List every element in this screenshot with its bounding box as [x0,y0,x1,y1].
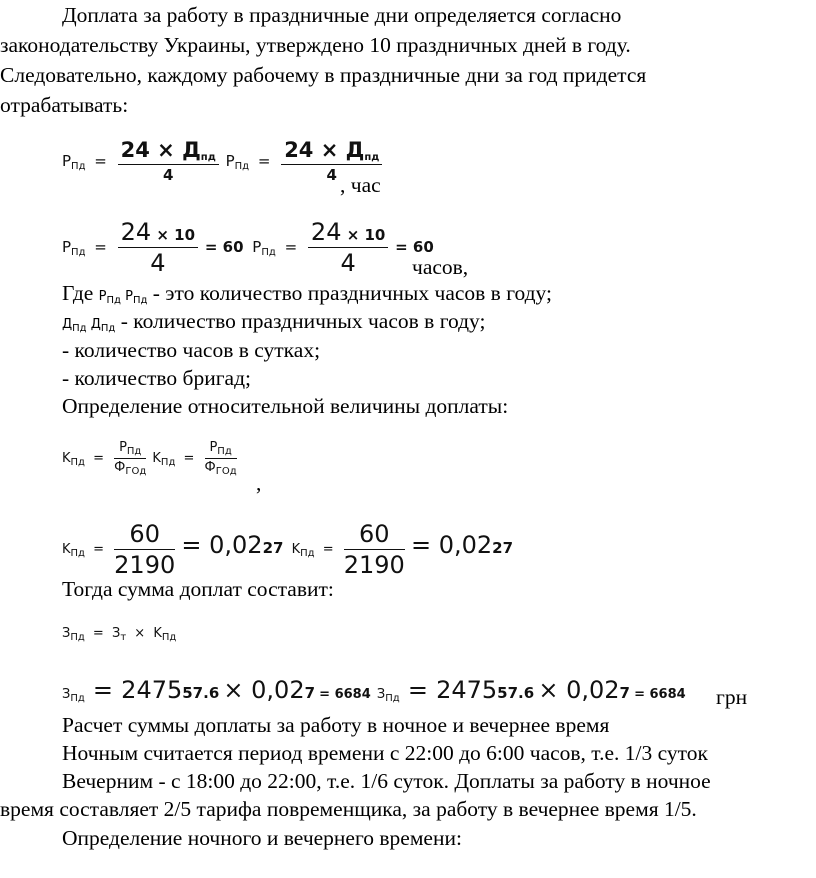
paragraph2-line1: Расчет суммы доплаты за работу в ночное и вечернее время [62,713,610,737]
formula-relative-value: $K_{Пд}$ = $\frac{60}{2190}$ = 0,0227 $K_{Пд}$ = $\frac{60}{2190}$ = 0,0227 [62,520,514,579]
definition-d: $Д_{Пд}$ $Д_{Пд}$ - количество праздничных часов в году; [62,309,486,334]
formula-relative-general: $K_{Пд}$ = $\frac{P_{Пд}}{Ф_{ГОд}}$ $K_{Пд}$ = $\frac{P_{Пд}}{Ф_{ГОд}}$ [62,440,237,477]
definition-brigades: - количество бригад; [62,366,252,390]
formula3-comma: , [256,471,262,495]
paragraph2-line4: время составляет 2/5 тарифа повременщика, за работу в вечернее время 1/5. [0,797,697,821]
paragraph2-line5: Определение ночного и вечернего времени: [62,826,462,850]
relative-heading: Определение относительной величины доплаты: [62,394,509,418]
paragraph2-line3: Вечерним - с 18:00 до 22:00, т.е. 1/6 суток. Доплаты за работу в ночное [62,769,711,793]
formula-surcharge-general: $З_{Пд} = З_т \times K_{Пд}$ [62,626,177,643]
definition-p: Где $P_{Пд}$ $P_{Пд}$ - это количество праздничных часов в году; [62,281,553,306]
formula-holiday-hours-general: $P_{Пд}$ = $\frac{24 \times Д_{пд}}{4}$ $P_{Пд}$ = $\frac{24 \times Д_{пд}}{4}$ [62,138,384,184]
paragraph1-line4: отрабатывать: [0,93,129,117]
formula6-unit: грн [716,685,748,709]
formula-holiday-hours-value: $P_{Пд}$ = $\frac{24 \times 10}{4}$ = 60 $P_{Пд}$ = $\frac{24 \times 10}{4}$ = 60 [62,218,434,277]
formula2-unit: часов, [412,255,469,279]
paragraph1-line1: Доплата за работу в праздничные дни определяется согласно [62,3,622,27]
formula1-unit: , час [340,173,381,197]
paragraph1-line2: законодательству Украины, утверждено 10 праздничных дней в году. [0,33,631,57]
sum-heading: Тогда сумма доплат составит: [62,577,334,601]
paragraph1-line3: Следовательно, каждому рабочему в праздничные дни за год придется [0,63,647,87]
paragraph2-line2: Ночным считается период времени с 22:00 до 6:00 часов, т.е. 1/3 суток [62,741,708,765]
formula-surcharge-value: $З_{Пд} = 247557.6 \times 0,027 = 6684$ $З_{Пд} = 247557.6 \times 0,027 = 6684$ [62,676,686,704]
definition-hours: - количество часов в сутках; [62,338,321,362]
